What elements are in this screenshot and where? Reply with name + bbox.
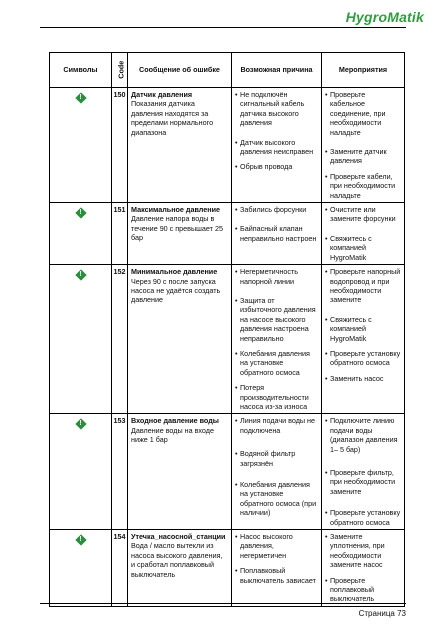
logo-part2: Matik [387, 9, 424, 25]
message-title: Максимальное давление [131, 205, 221, 215]
bullet: • [235, 383, 238, 393]
action-text: Замените датчик давления [330, 147, 387, 166]
bullet: • [325, 147, 328, 157]
message-description: Давление воды на входе ниже 1 бар [131, 425, 214, 445]
error-table [49, 52, 405, 607]
bullet: • [325, 468, 328, 477]
bullet: • [325, 90, 328, 99]
action-item [325, 416, 401, 454]
cause-cell [232, 414, 322, 530]
bullet: • [325, 171, 328, 181]
cause-item [235, 532, 318, 560]
cause-item [235, 480, 318, 518]
action-text: Очистите или замените форсунки [330, 205, 396, 224]
bullet: • [235, 449, 238, 459]
bullet: • [235, 416, 238, 426]
cause-item [235, 349, 318, 377]
cause-cell [232, 530, 322, 607]
footer-rule [40, 603, 406, 604]
bullet: • [235, 224, 238, 234]
action-item [325, 205, 401, 224]
warning-diamond-icon: ! [75, 418, 87, 430]
message-cell [128, 414, 232, 530]
warning-diamond-icon: ! [75, 269, 87, 281]
action-item [325, 234, 401, 262]
cause-text: Не подключён сигнальный кабель датчика высокого давления [240, 90, 305, 128]
message-cell [128, 88, 232, 203]
action-item [325, 172, 401, 200]
table-body [50, 88, 405, 607]
code-cell: 150 [112, 88, 128, 203]
bullet: • [235, 348, 238, 358]
cause-text: Линия подачи воды не подключена [240, 416, 316, 435]
table-row [50, 414, 405, 530]
cause-text: Датчик высокого давления неисправен [240, 137, 314, 157]
action-item [325, 90, 401, 137]
cause-text: Негерметичность напорной линии [240, 267, 298, 286]
action-text: Свяжитесь с компанией HygroMatik [330, 314, 372, 343]
message-cell [128, 203, 232, 265]
action-item [325, 576, 401, 604]
action-text: Замените уплотнения, при необходимости замените насос [330, 532, 385, 570]
action-item [325, 315, 401, 343]
table-header-row [50, 53, 405, 88]
symbol-cell [50, 414, 112, 530]
cause-text: Защита от избыточного давления на насосе высокого давления настроена неправильно [240, 295, 316, 343]
cause-item [235, 296, 318, 343]
action-text: Проверьте поплавковый выключатель [330, 575, 375, 604]
bullet: • [325, 348, 328, 358]
symbol-cell [50, 203, 112, 265]
symbol-cell [50, 88, 112, 203]
cause-item [235, 383, 318, 411]
message-description: Через 90 с после запуска насоса не удаётся создать давление [131, 276, 221, 305]
cause-item [235, 138, 318, 157]
action-item [325, 532, 401, 570]
table-row [50, 203, 405, 265]
cause-item [235, 224, 318, 243]
cause-text: Колебания давления на установке обратного осмоса (при наличии) [240, 480, 317, 518]
table-row [50, 88, 405, 203]
cause-text: Байпасный клапан неправильно настроен [240, 224, 317, 243]
symbol-cell [50, 265, 112, 414]
action-item [325, 147, 401, 166]
action-text: Свяжитесь с компанией HygroMatik [330, 233, 372, 262]
cause-cell [232, 203, 322, 265]
cause-item [235, 205, 318, 214]
code-cell: 151 [112, 203, 128, 265]
table-row [50, 265, 405, 414]
message-title: Входное давление воды [131, 416, 219, 426]
bullet: • [325, 575, 328, 585]
action-text: Проверьте установку обратного осмоса [330, 348, 401, 368]
action-cell [322, 265, 405, 414]
action-text: Проверьте кабельное соединение, при необходимости наладьте [330, 90, 386, 137]
action-text: Проверьте кабели, при необходимости наладьте [330, 171, 396, 200]
cause-text: Обрыв провода [240, 162, 293, 172]
message-description: Вода / масло вытекли из насоса высокого давления, и сработал поплавковый выключатель [131, 541, 223, 579]
action-item [325, 374, 401, 383]
cause-cell [232, 265, 322, 414]
header-symbol: Символы [50, 53, 112, 88]
bullet: • [235, 90, 238, 99]
symbol-cell [50, 530, 112, 607]
warning-diamond-icon: ! [75, 207, 87, 219]
action-cell [322, 88, 405, 203]
cause-item [235, 90, 318, 128]
bullet: • [325, 205, 328, 215]
page-number: Страница 73 [358, 609, 406, 618]
bullet: • [325, 532, 328, 542]
bullet: • [235, 480, 238, 489]
cause-cell [232, 88, 322, 203]
bullet: • [325, 508, 328, 518]
bullet: • [235, 566, 238, 576]
cause-text: Забились форсунки [240, 205, 307, 215]
hygromatik-logo [346, 9, 424, 25]
cause-item [235, 566, 318, 585]
code-cell: 152 [112, 265, 128, 414]
cause-text: Колебания давления на установке обратного осмоса [240, 348, 310, 377]
header-code-cell [112, 53, 128, 88]
bullet: • [235, 205, 238, 215]
message-description: Давление напора воды в течение 90 с превышает 25 бар [131, 214, 223, 243]
action-item [325, 508, 401, 527]
warning-diamond-icon: ! [75, 534, 87, 546]
message-description: Показания датчика давления находятся за пределами нормального диапазона [131, 99, 214, 137]
logo-part1: Hygro [345, 9, 388, 25]
bullet: • [325, 314, 328, 324]
action-text: Проверьте напорный водопровод и при необходимости замените [330, 267, 401, 305]
message-title: Утечка_насосной_станции [131, 532, 226, 542]
cause-item [235, 267, 318, 286]
cause-text: Поплавковый выключатель зависает [240, 566, 316, 585]
bullet: • [235, 137, 238, 147]
bullet: • [235, 295, 238, 305]
cause-item [235, 162, 318, 171]
header-message: Сообщение об ошибке [128, 53, 232, 88]
cause-item [235, 416, 318, 435]
action-cell [322, 203, 405, 265]
action-text: Подключите линию подачи воды (диапазон давления 1– 5 бар) [330, 416, 398, 454]
header-cause: Возможная причина [232, 53, 322, 88]
cause-text: Водяной фильтр загрязнён [240, 449, 296, 468]
header-rule [40, 27, 406, 28]
bullet: • [325, 233, 328, 243]
warning-diamond-icon: ! [75, 92, 87, 104]
bullet: • [235, 267, 238, 277]
bullet: • [325, 373, 328, 383]
code-cell: 154 [112, 530, 128, 607]
message-title: Минимальное давление [131, 267, 218, 277]
error-table-container [49, 52, 404, 607]
code-cell: 153 [112, 414, 128, 530]
action-item [325, 267, 401, 305]
bullet: • [325, 416, 328, 426]
action-text: Проверьте установку обратного осмоса [330, 508, 401, 527]
cause-text: Потеря производительности насоса из-за износа [240, 383, 309, 411]
header-action: Мероприятия [322, 53, 405, 88]
message-cell [128, 530, 232, 607]
action-cell [322, 414, 405, 530]
action-item [325, 349, 401, 368]
cause-item [235, 449, 318, 468]
action-item [325, 468, 401, 496]
table-row [50, 530, 405, 607]
header-code: Code [116, 61, 126, 79]
action-text: Проверьте фильтр, при необходимости замените [330, 468, 396, 496]
bullet: • [235, 532, 238, 542]
action-text: Заменить насос [330, 373, 384, 383]
message-cell [128, 265, 232, 414]
cause-text: Насос высокого давления, негерметичен [240, 532, 293, 560]
action-cell [322, 530, 405, 607]
bullet: • [325, 267, 328, 277]
bullet: • [235, 162, 238, 172]
message-title: Датчик давления [131, 90, 193, 99]
